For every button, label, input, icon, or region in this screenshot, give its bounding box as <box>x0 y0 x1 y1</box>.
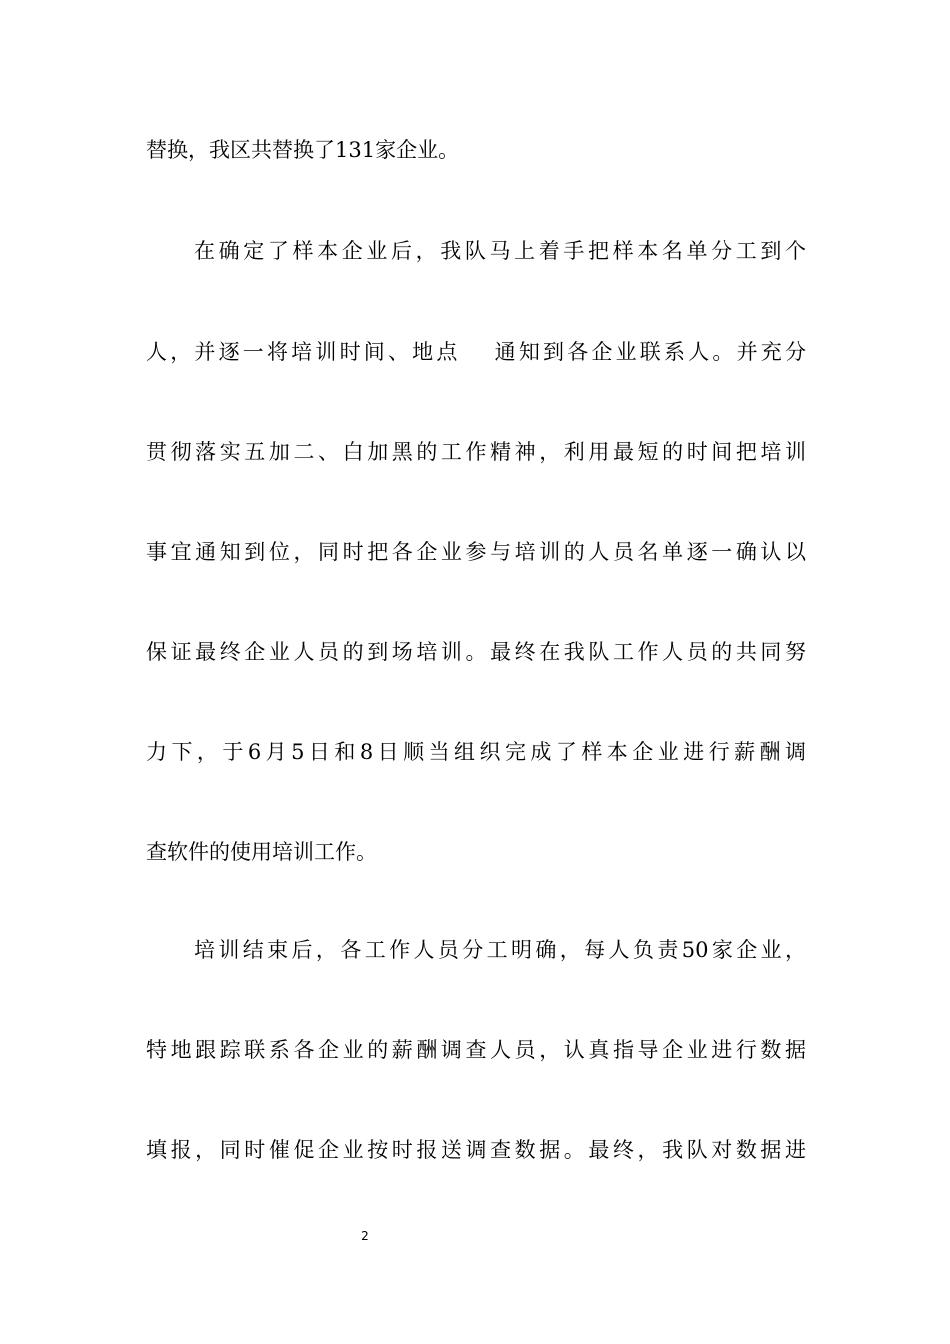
text-line: 保证最终企业人员的到场培训。最终在我队工作人员的共同努 <box>146 640 806 664</box>
paragraph-first-line: 培训结束后，各工作人员分工明确，每人负责50家企业， <box>194 938 806 962</box>
text-line: 事宜通知到位，同时把各企业参与培训的人员名单逐一确认以 <box>146 540 806 564</box>
text-line: 力下，于6月5日和8日顺当组织完成了样本企业进行薪酬调 <box>146 740 806 764</box>
text-line: 人，并逐一将培训时间、地点 通知到各企业联系人。并充分 <box>146 340 806 364</box>
paragraph-first-line: 在确定了样本企业后，我队马上着手把样本名单分工到个 <box>194 239 806 263</box>
text-line: 替换，我区共替换了131家企业。 <box>146 138 460 162</box>
page-number: 2 <box>361 1229 369 1243</box>
text-line: 贯彻落实五加二、白加黑的工作精神，利用最短的时间把培训 <box>146 440 806 464</box>
text-line: 查软件的使用培训工作。 <box>146 840 377 864</box>
text-line: 特地跟踪联系各企业的薪酬调查人员，认真指导企业进行数据 <box>146 1038 806 1062</box>
text-line: 填报，同时催促企业按时报送调查数据。最终，我队对数据进 <box>146 1138 806 1162</box>
